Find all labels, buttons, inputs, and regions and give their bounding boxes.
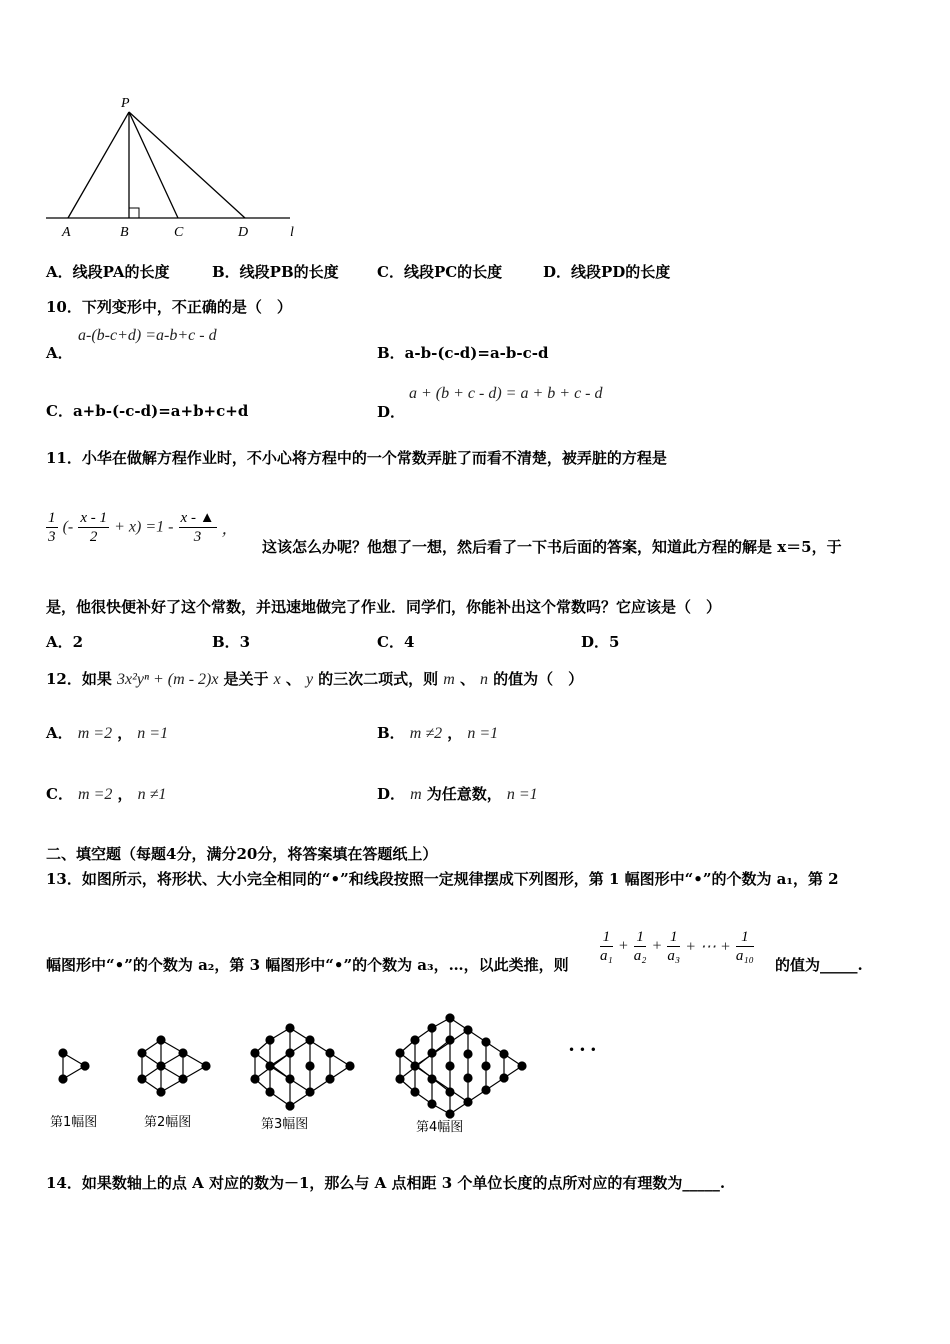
q11-stem: 11．小华在做解方程作业时，不小心将方程中的一个常数弄脏了而看不清楚，被弄脏的方程是: [46, 449, 667, 467]
q13-t1-num: 1: [600, 928, 613, 947]
geometry-figure: [40, 92, 310, 242]
q12-var-n: n: [480, 671, 489, 688]
segment-pa: [68, 112, 129, 218]
q13-caption-2: 第2幅图: [144, 1115, 192, 1130]
q13-term-1: [600, 928, 613, 965]
q12-c-label: C．: [46, 785, 73, 803]
label-l: l: [290, 225, 294, 240]
q13-plus-1: +: [617, 937, 629, 955]
q10-option-a-math: a-(b-c+d) =a-b+c - d: [78, 327, 217, 344]
label-a: A: [62, 225, 71, 240]
q13-term-3: [667, 928, 680, 965]
q12-a-n: n =1: [137, 725, 169, 742]
q11-f2-den: 2: [89, 529, 98, 545]
q13-plus-2: +: [651, 937, 663, 955]
q12-var-m: m: [443, 671, 455, 688]
q13-term-2: [634, 928, 647, 965]
q13-dots: + ⋯ +: [685, 938, 731, 956]
q13-t4-den: a₁₀: [735, 948, 754, 964]
q13-t2-num: 1: [634, 928, 647, 947]
q13-t3-num: 1: [667, 928, 680, 947]
q11-f3-den: 3: [193, 529, 202, 545]
figure-3: [251, 1024, 354, 1110]
q12-a-m: m =2: [77, 725, 113, 742]
q12-prefix: 12．如果: [46, 670, 112, 688]
q13-term-10: [736, 928, 754, 965]
segment-pc: [129, 112, 178, 218]
q11-option-c: C．4: [377, 633, 415, 651]
q11-frac-1-3: [46, 509, 58, 546]
figure-1: [59, 1049, 89, 1083]
q9-option-a: A．线段PA的长度: [46, 263, 170, 281]
q12-c-m: m =2: [78, 786, 113, 803]
q12-option-c: [46, 783, 166, 804]
label-d: D: [238, 225, 249, 240]
q12-option-b: [377, 722, 498, 743]
q9-option-b: B．线段PB的长度: [212, 263, 339, 281]
q13-t1-den: a₁: [600, 948, 613, 964]
q9-option-c: C．线段PC的长度: [377, 263, 503, 281]
q10-option-a-label: A．: [46, 344, 73, 362]
q13-t4-num: 1: [736, 928, 754, 947]
q12-a-comma: ，: [117, 724, 133, 742]
figure-4: [396, 1014, 526, 1118]
q10-option-b: B．a-b-(c-d)=a-b-c-d: [377, 344, 549, 362]
q9-option-d: D．线段PD的长度: [543, 263, 671, 281]
q12-c-n: n ≠1: [137, 786, 167, 803]
q11-plus-x: + x) =1 -: [114, 518, 174, 536]
q12-d-label: D．: [377, 785, 406, 803]
q12-mid2: 的三次二项式，则: [318, 670, 439, 688]
q12-d-n: n =1: [506, 786, 538, 803]
right-angle-mark: [129, 208, 139, 218]
q11-continuation-2: 是，他很快便补好了这个常数，并迅速地做完了作业．同学们，你能补出这个常数吗？它应该是（ ）: [46, 598, 722, 616]
q11-open: (-: [62, 518, 74, 536]
q12-a-label: A．: [46, 724, 73, 742]
q13-ellipsis: • • •: [568, 1043, 597, 1057]
q12-option-d: [377, 783, 538, 804]
q13-line-2-end: 的值为_____.: [775, 956, 863, 974]
q12-sep: 、: [285, 670, 301, 688]
q13-line-2: 幅图形中“•”的个数为 a₂，第 3 幅图形中“•”的个数为 a₃，…，以此类推，则: [46, 956, 569, 974]
q11-frac-smudged: [179, 509, 217, 546]
q12-b-comma: ，: [447, 724, 463, 742]
q11-f1-num: 1: [48, 510, 56, 526]
q14-text: 14．如果数轴上的点 A 对应的数为－1，那么与 A 点相距 3 个单位长度的点所对应的有理数为_____.: [46, 1174, 726, 1192]
q12-c-comma: ，: [117, 785, 133, 803]
q10-stem: 10．下列变形中，不正确的是（ ）: [46, 298, 292, 316]
q10-option-d-label: D．: [377, 403, 406, 421]
q12-var-y: y: [305, 671, 314, 688]
q12-polynomial: 3x²yⁿ + (m - 2)x: [116, 671, 219, 688]
q13-caption-3: 第3幅图: [261, 1117, 309, 1132]
q12-sep2: 、: [459, 670, 475, 688]
q12-mid1: 是关于: [223, 670, 269, 688]
label-p: P: [121, 96, 130, 111]
q11-comma: ，: [221, 521, 238, 538]
q13-t3-den: a₃: [667, 948, 681, 964]
q11-f1-den: 3: [48, 529, 56, 545]
q12-d-text: 为任意数，: [426, 785, 502, 803]
q12-b-n: n =1: [467, 725, 499, 742]
q12-b-m: m ≠2: [409, 725, 443, 742]
label-b: B: [120, 225, 129, 240]
q13-sum-expression: [600, 928, 754, 965]
q10-option-c: C．a+b-(-c-d)=a+b+c+d: [46, 402, 249, 420]
q13-caption-1: 第1幅图: [50, 1115, 98, 1130]
q13-figures: [40, 1010, 660, 1150]
q13-caption-4: 第4幅图: [416, 1120, 464, 1135]
q12-var-x: x: [273, 671, 281, 688]
q13-line-1: 13．如图所示，将形状、大小完全相同的“•”和线段按照一定规律摆成下列图形，第 1 幅图形中“•”的个数为 a₁，第 2: [46, 870, 839, 888]
q12-stem: [46, 668, 583, 689]
q11-option-b: B．3: [212, 633, 251, 651]
q12-b-label: B．: [377, 724, 405, 742]
q12-option-a: [46, 722, 168, 743]
section-2-title: 二、填空题（每题4分，满分20分，将答案填在答题纸上）: [46, 845, 438, 863]
q12-d-m: m: [410, 786, 422, 803]
q13-t2-den: a₂: [633, 948, 647, 964]
q10-option-d-math: a + (b + c - d) = a + b + c - d: [409, 385, 603, 402]
q11-equation: [46, 509, 238, 546]
q11-continuation-1: 这该怎么办呢？他想了一想，然后看了一下书后面的答案，知道此方程的解是 x＝5，于: [262, 538, 842, 556]
figure-2: [138, 1036, 210, 1096]
q11-f3-num: x - ▲: [180, 510, 215, 526]
q12-suffix: 的值为（ ）: [493, 670, 584, 688]
q11-option-a: A．2: [46, 633, 84, 651]
q11-f2-num: x - 1: [80, 510, 107, 526]
label-c: C: [174, 225, 184, 240]
segment-pd: [129, 112, 245, 218]
q11-option-d: D．5: [581, 633, 620, 651]
q11-frac-x1-2: [78, 509, 109, 546]
